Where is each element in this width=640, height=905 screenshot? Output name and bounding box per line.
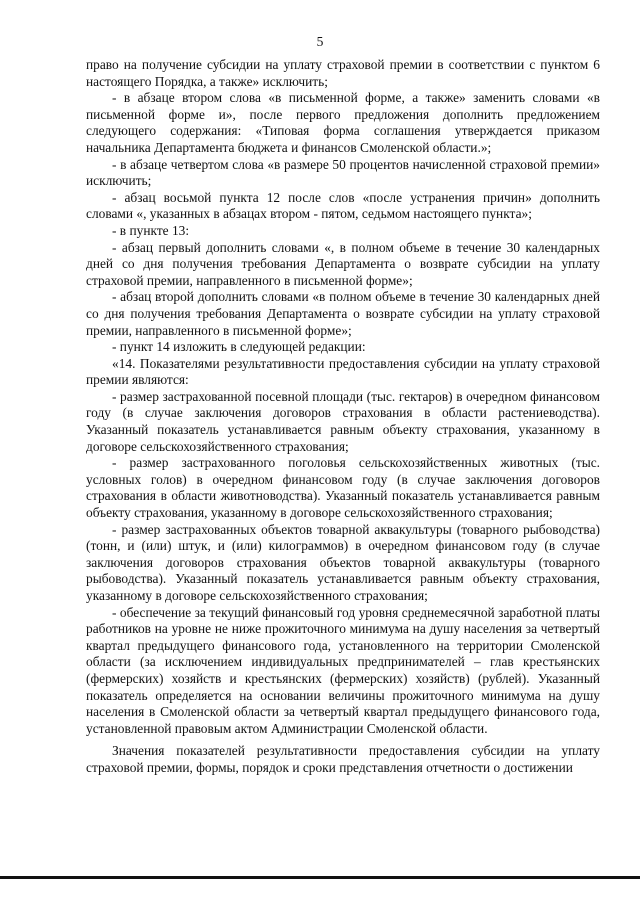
paragraph-point-13-heading: - в пункте 13: [112, 222, 190, 238]
paragraph-indicator-crop-area: - размер застрахованной посевной площади (тыс. гектаров) в очередном финансовом году (в случае заключения договоров страхования в области растениеводства). Указанный показатель устанавливается равным объекту страхования, указанному в договоре сельскохозяйственного страхования; [86, 388, 600, 454]
paragraph-point-13-first-abzac: - абзац первый дополнить словами «, в полном объеме в течение 30 календарных дней со дня получения требования Департамента о возврате субсидии на уплату страховой премии, направленного в письменной форме»; [86, 239, 600, 288]
paragraph-indicator-wages: - обеспечение за текущий финансовый год уровня среднемесячной заработной платы работников на уровне не ниже прожиточного минимума на душу населения за четвертый квартал предыдущего финансового года, установленного на территории Смоленской области (за исключением индивидуальных предпринимателей – глав крестьянских (фермерских) хозяйств и крестьянских (фермерских) хозяйств) (рублей). Указанный показатель определяется на основании величины прожиточного минимума на душу населения в Смоленской области за четвертый квартал предыдущего финансового года, установленной правовым актом Администрации Смоленской области. [86, 604, 600, 736]
paragraph-amendment-fourth-abzac: - в абзаце четвертом слова «в размере 50 процентов начисленной страховой премии» исключить; [86, 156, 600, 189]
paragraph-amendment-point-12: - абзац восьмой пункта 12 после слов «после устранения причин» дополнить словами «, указанных в абзацах втором - пятом, седьмом настоящего пункта»; [86, 189, 600, 222]
paragraph-point-13-second-abzac: - абзац второй дополнить словами «в полном объеме в течение 30 календарных дней со дня получения требования Департамента о возврате субсидии на уплату страховой премии, направленного в письменной форме»; [86, 289, 600, 338]
bottom-border-line [0, 876, 640, 879]
paragraph-indicator-aquaculture: - размер застрахованных объектов товарной аквакультуры (товарного рыбоводства) (тонн, и (или) штук, и (или) килограммов) в очередном финансовом году (в случае заключения договоров страхования объектов товарной аквакультуры (товарного рыбоводства). Указанный показатель устанавливается равным объекту страхования, указанному в договоре сельскохозяйственного страхования; [86, 521, 600, 603]
paragraph-continuation: право на получение субсидии на уплату страховой премии в соответствии с пунктом 6 настоящего Порядка, а также» исключить; [86, 57, 600, 89]
paragraph-indicator-livestock: - размер застрахованного поголовья сельскохозяйственных животных (тыс. условных голов) в очередном финансовом году (в случае заключения договоров страхования в области животноводства). Указанный показатель устанавливается равным объекту страхования, указанному в договоре сельскохозяйственного страхования; [86, 455, 600, 521]
paragraph-indicator-values: Значения показателей результативности предоставления субсидии на уплату страховой премии, формы, порядок и сроки представления отчетности о достижении [86, 743, 600, 775]
paragraph-point-14-heading: - пункт 14 изложить в следующей редакции: [112, 339, 366, 355]
document-body [86, 57, 600, 777]
page-number: 5 [316, 34, 324, 49]
paragraph-point-14-intro: «14. Показателями результативности предоставления субсидии на уплату страховой премии являются: [86, 355, 600, 388]
paragraph-amendment-second-abzac: - в абзаце втором слова «в письменной форме, а также» заменить словами «в письменной форме и», после первого предложения дополнить предложением следующего содержания: «Типовая форма соглашения утверждается приказом начальника Департамента бюджета и финансов Смоленской области.»; [86, 90, 600, 155]
